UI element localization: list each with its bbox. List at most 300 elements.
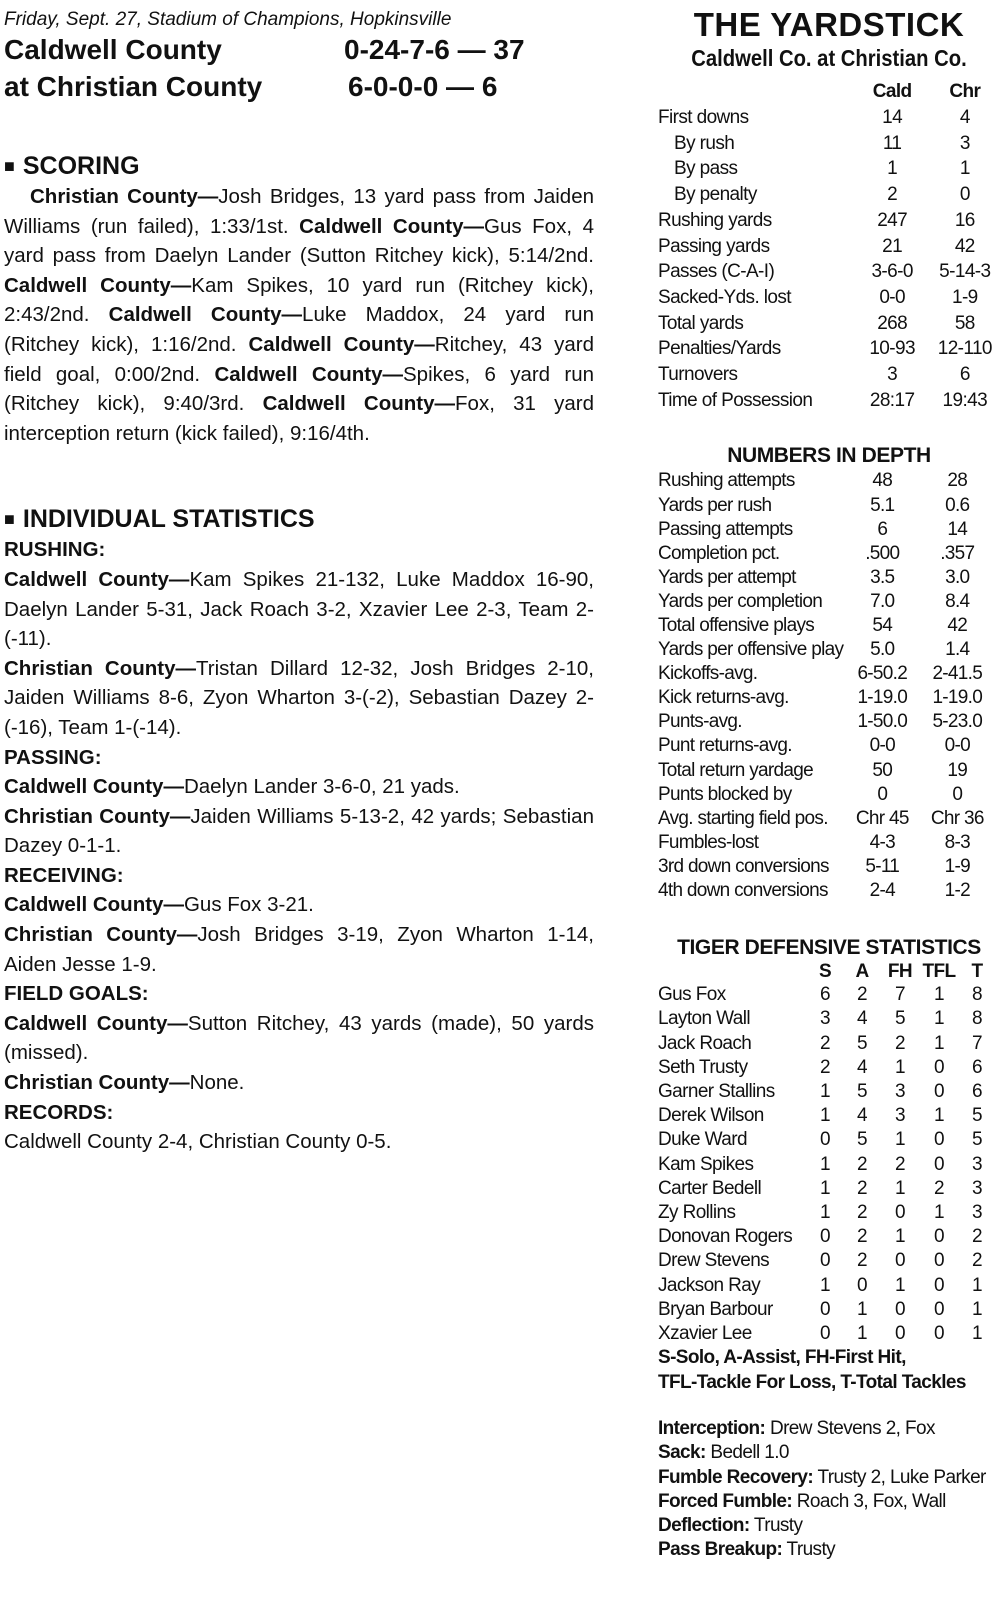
note-text: Drew Stevens 2, Fox [765, 1418, 935, 1440]
stat-label: First downs [658, 107, 749, 128]
defense-player-row [658, 1007, 996, 1031]
scoring-team: Caldwell County— [108, 303, 303, 327]
player-name: Jack Roach [658, 1032, 752, 1054]
stat-caldwell: 21 [882, 235, 903, 257]
note-label: Pass Breakup: [658, 1539, 783, 1561]
receiving-caldwell: Caldwell County—Gus Fox 3-21. [4, 893, 314, 917]
stat-caldwell: 3-6-0 [871, 261, 913, 283]
solo-tackles: 1 [820, 1201, 830, 1223]
rushing-caldwell: Caldwell County—Kam Spikes 21-132, Luke Maddox 16-90, Daelyn Lander 5-31, Jack Roach 3-2, Xzavier Lee 2-3, Team 2-(-11). [4, 567, 594, 651]
first-hits: 1 [895, 1226, 905, 1248]
stat-label: 3rd down conversions [658, 855, 829, 877]
total-tackles: 5 [972, 1129, 982, 1151]
tackles-for-loss: 2 [934, 1177, 944, 1199]
solo-tackles: 1 [820, 1177, 830, 1199]
yardstick-row [658, 285, 1000, 311]
yardstick-row [658, 336, 1000, 362]
note-label: Fumble Recovery: [658, 1466, 814, 1488]
solo-tackles: 1 [820, 1274, 830, 1296]
stat-christian: 0.6 [945, 494, 970, 516]
stat-label: Rushing attempts [658, 470, 795, 492]
dateline: Friday, Sept. 27, Stadium of Champions, Hopkinsville [4, 9, 452, 30]
yardstick-row [658, 182, 1000, 208]
numbers-row [658, 710, 993, 734]
solo-tackles: 0 [820, 1129, 830, 1151]
defense-note [658, 1538, 1000, 1562]
first-hits: 0 [895, 1250, 905, 1272]
player-name: Garner Stallins [658, 1080, 775, 1102]
stat-label: Total offensive plays [658, 615, 815, 636]
assist-tackles: 2 [857, 1201, 867, 1223]
yardstick-title: THE YARDSTICK [693, 6, 965, 43]
note-text: Trusty [782, 1539, 836, 1561]
tackles-for-loss: 0 [934, 1226, 944, 1248]
col-assist: A [855, 961, 869, 983]
stat-label: Passes (C-A-I) [658, 261, 775, 283]
quarter-scores: 0-24-7-6 — 37 [344, 34, 525, 65]
stat-caldwell: 4-3 [869, 831, 895, 853]
numbers-row [658, 783, 993, 807]
tackles-for-loss: 0 [934, 1153, 944, 1175]
defense-header-row [658, 961, 996, 983]
solo-tackles: 2 [820, 1056, 830, 1078]
stat-label: Kickoffs-avg. [658, 663, 758, 685]
yardstick-table [658, 79, 1000, 413]
total-tackles: 7 [972, 1032, 982, 1054]
player-name: Drew Stevens [658, 1250, 770, 1272]
first-hits: 0 [895, 1322, 905, 1344]
player-name: Derek Wilson [658, 1105, 764, 1127]
passing-christian: Christian County—Jaiden Williams 5-13-2, 42 yards; Sebastian Dazey 0-1-1. [4, 804, 594, 858]
defense-player-row [658, 1274, 996, 1298]
defense-note [658, 1466, 1000, 1490]
yardstick-row [658, 234, 1000, 260]
stat-christian: 19:43 [942, 389, 988, 411]
stat-caldwell: 0-0 [869, 735, 895, 757]
stat-christian: 1-19.0 [932, 687, 983, 709]
stat-label: Passing attempts [658, 518, 793, 540]
numbers-row [658, 542, 993, 566]
yardstick-row [658, 362, 1000, 388]
defense-legend-line: S-Solo, A-Assist, FH-First Hit, [658, 1347, 906, 1369]
numbers-row [658, 518, 993, 542]
stat-christian: 42 [947, 615, 968, 636]
stat-christian: 42 [954, 235, 975, 257]
score-row-christian [4, 68, 594, 105]
player-name: Xzavier Lee [658, 1322, 752, 1344]
stat-christian: 1-2 [944, 880, 970, 902]
tackles-for-loss: 0 [934, 1298, 944, 1320]
total-tackles: 6 [972, 1056, 982, 1078]
numbers-in-depth-title: NUMBERS IN DEPTH [727, 444, 931, 468]
stat-christian: 12-110 [937, 338, 992, 360]
col-christian: Chr [949, 81, 981, 102]
receiving-label: RECEIVING: [4, 863, 124, 887]
stat-christian: 1-9 [951, 286, 978, 308]
first-hits: 1 [895, 1056, 905, 1078]
stat-label: Punts blocked by [658, 783, 792, 805]
score-row-caldwell [4, 31, 594, 68]
stat-christian: 1 [959, 158, 970, 180]
stat-label: Total yards [658, 312, 744, 334]
stat-label: Kick returns-avg. [658, 687, 789, 709]
stat-label: Yards per completion [658, 590, 823, 612]
stat-christian: 0 [952, 783, 963, 805]
square-bullet-icon: ■ [4, 509, 15, 530]
note-label: Deflection: [658, 1514, 750, 1536]
scoring-play: Luke Maddox, 24 yard run (Ritchey kick), 1:16/2nd. [4, 303, 594, 356]
solo-tackles: 0 [820, 1250, 830, 1272]
tackles-for-loss: 0 [934, 1274, 944, 1296]
assist-tackles: 2 [857, 1177, 867, 1199]
stat-caldwell: 5.0 [870, 639, 895, 661]
first-hits: 0 [895, 1298, 905, 1320]
stat-christian: 0-0 [944, 735, 970, 757]
numbers-row [658, 566, 993, 590]
stat-label: By penalty [674, 184, 757, 206]
stat-christian: 58 [954, 312, 975, 334]
scoring-team: Caldwell County— [214, 362, 403, 386]
stat-caldwell: 2-4 [869, 880, 895, 902]
stats-sidebar [658, 0, 1000, 1562]
stat-caldwell: 3 [887, 364, 898, 386]
stat-label: Penalties/Yards [658, 338, 781, 360]
stat-caldwell: 0 [877, 783, 888, 805]
stat-label: Total return yardage [658, 759, 813, 781]
numbers-row [658, 614, 993, 638]
stat-caldwell: 3.5 [870, 566, 895, 588]
stat-label: Fumbles-lost [658, 831, 759, 853]
defense-player-row [658, 1225, 996, 1249]
stat-caldwell: 6-50.2 [857, 663, 908, 685]
player-name: Kam Spikes [658, 1153, 754, 1175]
stat-caldwell: 11 [882, 132, 902, 154]
defense-player-row [658, 1322, 996, 1346]
total-tackles: 1 [972, 1274, 982, 1296]
tackles-for-loss: 0 [934, 1080, 944, 1102]
player-name: Seth Trusty [658, 1056, 748, 1078]
stat-label: Passing yards [658, 235, 770, 257]
stat-christian: 5-23.0 [932, 711, 983, 733]
first-hits: 3 [895, 1105, 905, 1127]
first-hits: 5 [895, 1008, 905, 1030]
total-tackles: 3 [972, 1153, 982, 1175]
total-tackles: 5 [972, 1105, 982, 1127]
stat-christian: 0 [959, 184, 970, 206]
player-name: Bryan Barbour [658, 1298, 773, 1320]
stat-label: Completion pct. [658, 542, 780, 564]
stat-label: Time of Possession [658, 389, 813, 411]
defense-note [658, 1490, 1000, 1514]
tackles-for-loss: 0 [934, 1129, 944, 1151]
assist-tackles: 5 [857, 1080, 867, 1102]
total-tackles: 8 [972, 984, 982, 1006]
solo-tackles: 1 [820, 1105, 830, 1127]
scoring-team: Caldwell County— [299, 214, 484, 238]
stat-caldwell: 247 [877, 209, 908, 231]
defense-player-row [658, 1177, 996, 1201]
rushing-label: RUSHING: [4, 538, 106, 562]
assist-tackles: 1 [857, 1322, 867, 1344]
note-text: Bedell 1.0 [705, 1442, 789, 1464]
numbers-row [658, 734, 993, 758]
numbers-row [658, 494, 993, 518]
stat-christian: 28 [947, 470, 968, 492]
stat-caldwell: 5.1 [870, 494, 895, 516]
quarter-scores: 6-0-0-0 — 6 [348, 71, 498, 102]
scoring-play: Ritchey, 43 yard field goal, 0:00/2nd. [4, 332, 594, 386]
yardstick-row [658, 156, 1000, 182]
yardstick-row [658, 311, 1000, 337]
player-name: Jackson Ray [658, 1274, 761, 1296]
player-name: Duke Ward [658, 1129, 747, 1151]
scoring-play: Spikes, 6 yard run (Ritchey kick), 9:40/3rd. [4, 362, 594, 416]
stat-christian: 3.0 [945, 566, 970, 588]
yardstick-row [658, 259, 1000, 285]
first-hits: 1 [895, 1274, 905, 1296]
stat-christian: 8.4 [945, 590, 970, 612]
assist-tackles: 2 [857, 1226, 867, 1248]
defense-player-row [658, 1032, 996, 1056]
square-bullet-icon: ■ [4, 156, 15, 176]
scoring-play: Josh Bridges, 13 yard pass from Jaiden Williams (run failed), 1:33/1st. [4, 185, 594, 238]
defense-player-row [658, 1298, 996, 1322]
scoring-team: Caldwell County— [248, 332, 435, 356]
solo-tackles: 3 [820, 1008, 830, 1030]
records-label: RECORDS: [4, 1100, 114, 1124]
total-tackles: 2 [972, 1250, 982, 1272]
stat-christian: 8-3 [944, 831, 970, 853]
note-text: Trusty [749, 1514, 803, 1536]
stat-caldwell: 6 [877, 518, 888, 540]
col-total: T [971, 961, 983, 983]
stat-label: By pass [674, 158, 738, 180]
yardstick-subtitle: Caldwell Co. at Christian Co. [691, 45, 967, 71]
tackles-for-loss: 1 [934, 1008, 944, 1030]
first-hits: 7 [895, 984, 905, 1006]
stat-label: Yards per attempt [658, 566, 796, 588]
numbers-row [658, 855, 993, 879]
stat-label: Turnovers [658, 364, 738, 386]
scoring-play: Gus Fox, 4 yard pass from Daelyn Lander (Sutton Ritchey kick), 5:14/2nd. [4, 214, 594, 268]
defense-player-row [658, 1153, 996, 1177]
stat-christian: 16 [954, 209, 975, 231]
defense-player-row [658, 1201, 996, 1225]
col-first-hit: FH [887, 961, 913, 983]
yardstick-header-row [658, 79, 1000, 105]
col-caldwell: Cald [872, 81, 912, 102]
team-name: Caldwell County [4, 34, 222, 65]
stat-caldwell: 50 [872, 759, 893, 781]
stat-caldwell: 28:17 [869, 389, 915, 411]
defense-table [658, 961, 996, 1346]
col-tfl: TFL [922, 961, 956, 983]
assist-tackles: 0 [857, 1274, 867, 1296]
defense-player-row [658, 983, 996, 1007]
assist-tackles: 5 [857, 1032, 867, 1054]
total-tackles: 8 [972, 1008, 982, 1030]
stat-caldwell: 1-19.0 [857, 687, 908, 709]
player-name: Layton Wall [658, 1008, 750, 1030]
stat-label: Punts-avg. [658, 711, 742, 733]
stat-caldwell: 5-11 [865, 855, 900, 877]
stat-label: By rush [674, 132, 735, 154]
first-hits: 1 [895, 1129, 905, 1151]
player-name: Gus Fox [658, 984, 726, 1006]
note-label: Interception: [658, 1418, 766, 1440]
stat-label: Yards per offensive play [658, 639, 844, 661]
stat-christian: Chr 36 [930, 807, 984, 829]
player-name: Zy Rollins [658, 1201, 736, 1223]
numbers-row [658, 686, 993, 710]
team-name: at Christian County [4, 71, 263, 102]
note-text: Roach 3, Fox, Wall [792, 1490, 946, 1512]
tackles-for-loss: 1 [934, 984, 944, 1006]
stat-label: Avg. starting field pos. [658, 807, 828, 829]
defense-title: TIGER DEFENSIVE STATISTICS [677, 936, 981, 960]
box-score-column [4, 0, 594, 1157]
stat-christian: 5-14-3 [939, 261, 991, 283]
solo-tackles: 2 [820, 1032, 830, 1054]
numbers-row [658, 879, 993, 903]
stat-label: Yards per rush [658, 494, 772, 516]
numbers-row [658, 662, 993, 686]
defense-note [658, 1441, 1000, 1465]
defense-player-row [658, 1104, 996, 1128]
first-hits: 1 [895, 1177, 905, 1199]
numbers-row [658, 759, 993, 783]
note-label: Forced Fumble: [658, 1490, 793, 1512]
rushing-christian: Christian County—Tristan Dillard 12-32, Josh Bridges 2-10, Jaiden Williams 8-6, Zyon Wharton 3-(-2), Sebastian Dazey 2-(-16), Team 1-(-14). [4, 656, 594, 739]
stat-caldwell: 2 [887, 184, 898, 206]
numbers-row [658, 638, 993, 662]
assist-tackles: 4 [857, 1056, 867, 1078]
defense-note [658, 1417, 1000, 1441]
total-tackles: 1 [972, 1298, 982, 1320]
first-hits: 0 [895, 1201, 905, 1223]
defense-player-row [658, 1080, 996, 1104]
solo-tackles: 1 [820, 1080, 830, 1102]
first-hits: 2 [895, 1153, 905, 1175]
assist-tackles: 2 [857, 1153, 867, 1175]
assist-tackles: 1 [857, 1298, 867, 1320]
scoring-team: Caldwell County— [4, 273, 192, 297]
total-tackles: 3 [972, 1177, 982, 1199]
receiving-christian: Christian County—Josh Bridges 3-19, Zyon Wharton 1-14, Aiden Jesse 1-9. [4, 923, 594, 976]
stat-caldwell: 10-93 [869, 338, 915, 360]
stat-christian: .357 [940, 542, 975, 564]
scoring-team: Caldwell County— [262, 392, 456, 416]
solo-tackles: 1 [820, 1153, 830, 1175]
note-label: Sack: [658, 1442, 706, 1464]
yardstick-row [658, 208, 1000, 234]
stat-christian: 4 [959, 107, 970, 128]
assist-tackles: 2 [857, 1250, 867, 1272]
tackles-for-loss: 1 [934, 1105, 944, 1127]
stat-caldwell: 1-50.0 [857, 711, 908, 733]
numbers-row [658, 807, 993, 831]
passing-caldwell: Caldwell County—Daelyn Lander 3-6-0, 21 yads. [4, 775, 460, 799]
numbers-row [658, 590, 993, 614]
scoring-team: Christian County— [30, 185, 219, 208]
numbers-row [658, 469, 993, 493]
individual-stats-heading: ■ INDIVIDUAL STATISTICS [4, 505, 315, 534]
numbers-in-depth-table [658, 469, 993, 903]
stat-caldwell: 268 [877, 312, 908, 334]
player-name: Donovan Rogers [658, 1226, 793, 1248]
field-goals-christian: Christian County—None. [4, 1071, 245, 1095]
stat-caldwell: 7.0 [870, 590, 895, 612]
field-goals-caldwell: Caldwell County—Sutton Ritchey, 43 yards (made), 50 yards (missed). [4, 1011, 594, 1065]
stat-label: Punt returns-avg. [658, 735, 792, 757]
defense-player-row [658, 1056, 996, 1080]
defense-legend-line: TFL-Tackle For Loss, T-Total Tackles [658, 1371, 966, 1393]
scoring-play: Fox, 31 yard interception return (kick failed), 9:16/4th. [4, 392, 594, 445]
stat-christian: 1.4 [945, 639, 970, 661]
stat-caldwell: 54 [872, 615, 893, 636]
total-tackles: 2 [972, 1226, 982, 1248]
solo-tackles: 0 [820, 1226, 830, 1248]
stat-label: Rushing yards [658, 209, 772, 231]
stat-christian: 19 [947, 759, 968, 781]
defense-player-row [658, 1128, 996, 1152]
defense-player-row [658, 1249, 996, 1273]
solo-tackles: 6 [820, 984, 830, 1006]
yardstick-row [658, 131, 1000, 157]
stat-caldwell: 14 [882, 107, 903, 128]
total-tackles: 1 [972, 1322, 982, 1344]
yardstick-row [658, 105, 1000, 131]
solo-tackles: 0 [820, 1298, 830, 1320]
stat-caldwell: .500 [865, 542, 900, 564]
player-name: Carter Bedell [658, 1177, 762, 1199]
assist-tackles: 4 [857, 1008, 867, 1030]
stat-christian: 3 [959, 132, 970, 154]
first-hits: 3 [895, 1080, 905, 1102]
tackles-for-loss: 0 [934, 1322, 944, 1344]
first-hits: 2 [895, 1032, 905, 1054]
records-text: Caldwell County 2-4, Christian County 0-5. [4, 1130, 392, 1154]
stat-christian: 6 [959, 364, 970, 386]
stat-caldwell: 0-0 [879, 286, 905, 308]
total-tackles: 6 [972, 1080, 982, 1102]
tackles-for-loss: 1 [934, 1032, 944, 1054]
stat-label: Sacked-Yds. lost [658, 286, 791, 308]
tackles-for-loss: 1 [934, 1201, 944, 1223]
stat-caldwell: 48 [872, 470, 893, 492]
passing-label: PASSING: [4, 745, 102, 769]
scoring-heading: ■ SCORING [4, 152, 140, 180]
col-solo: S [818, 961, 832, 983]
total-tackles: 3 [972, 1201, 982, 1223]
assist-tackles: 5 [857, 1129, 867, 1151]
scoring-play: Kam Spikes, 10 yard run (Ritchey kick), 2:43/2nd. [4, 273, 594, 327]
tackles-for-loss: 0 [934, 1056, 944, 1078]
solo-tackles: 0 [820, 1322, 830, 1344]
assist-tackles: 2 [857, 984, 867, 1006]
yardstick-row [658, 388, 1000, 414]
defense-note [658, 1514, 1000, 1538]
stat-label: 4th down conversions [658, 880, 828, 902]
tackles-for-loss: 0 [934, 1250, 944, 1272]
field-goals-label: FIELD GOALS: [4, 982, 149, 1006]
note-text: Trusty 2, Luke Parker [813, 1466, 986, 1488]
stat-caldwell: Chr 45 [855, 807, 909, 829]
assist-tackles: 4 [857, 1105, 867, 1127]
scoring-summary [4, 182, 594, 448]
numbers-row [658, 831, 993, 855]
defense-notes [658, 1417, 1000, 1562]
